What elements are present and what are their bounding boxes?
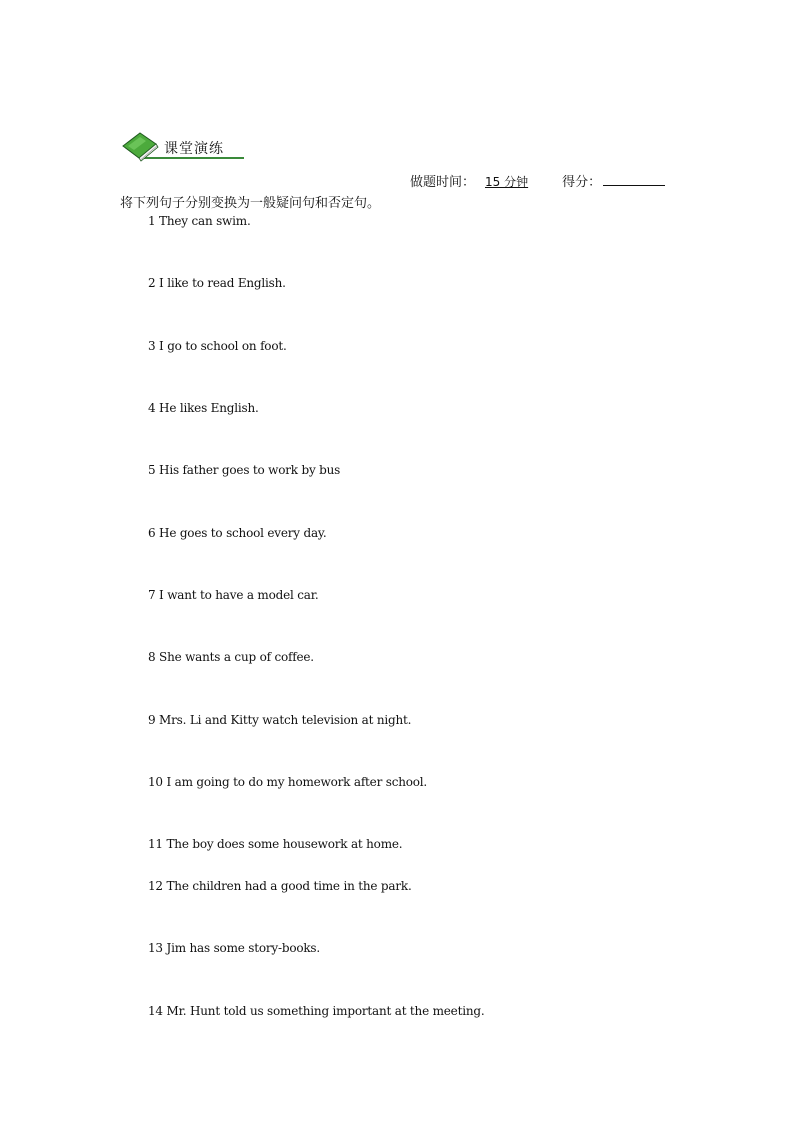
exercise-meta	[410, 171, 665, 190]
question-item: 6 He goes to school every day.	[148, 526, 327, 540]
question-item: 8 She wants a cup of coffee.	[148, 650, 314, 664]
time-label: 做题时间：	[410, 175, 476, 190]
time-value: 15 分钟	[485, 175, 529, 189]
instruction: 将下列句子分别变换为一般疑问句和否定句。	[120, 196, 381, 211]
question-item: 7 I want to have a model car.	[148, 588, 319, 602]
question-item: 4 He likes English.	[148, 401, 259, 415]
score-blank[interactable]	[603, 173, 665, 186]
question-item: 2 I like to read English.	[148, 276, 286, 290]
question-item: 1 They can swim.	[148, 214, 251, 228]
question-item: 14 Mr. Hunt told us something important at the meeting.	[148, 1004, 485, 1018]
question-item: 3 I go to school on foot.	[148, 339, 287, 353]
section-title: 课堂演练	[164, 141, 224, 157]
question-item: 10 I am going to do my homework after school.	[148, 775, 428, 789]
section-header	[122, 131, 246, 163]
question-item: 13 Jim has some story-books.	[148, 941, 321, 955]
question-item: 12 The children had a good time in the park.	[148, 879, 412, 893]
question-item: 9 Mrs. Li and Kitty watch television at night.	[148, 713, 412, 727]
question-item: 11 The boy does some housework at home.	[148, 837, 403, 851]
question-item: 5 His father goes to work by bus	[148, 463, 341, 477]
score-label: 得分：	[562, 175, 602, 190]
